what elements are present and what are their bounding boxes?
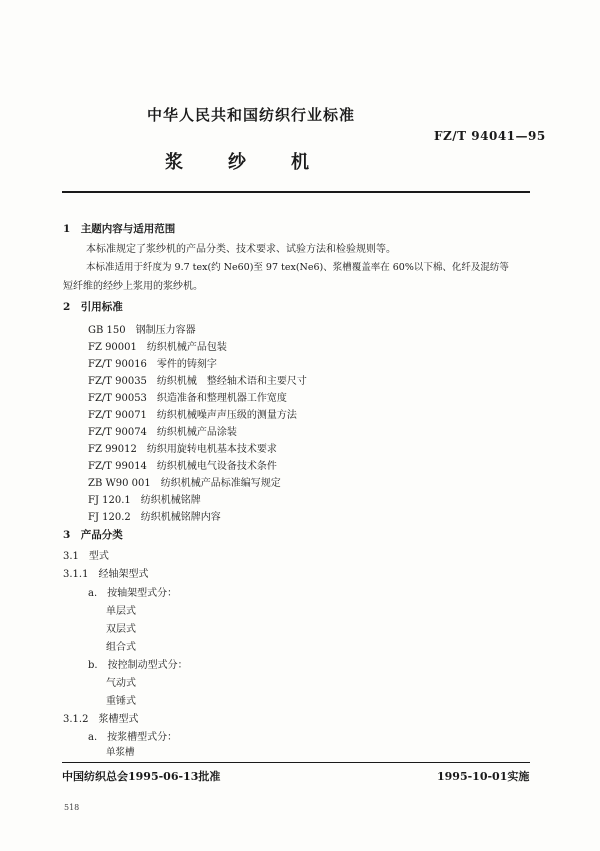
reference-item: [88, 338, 227, 353]
reference-title: 纺织机械铭牌: [140, 495, 201, 506]
reference-item: [88, 474, 281, 489]
implementation-date: 1995-10-01实施: [437, 770, 530, 783]
reference-code: FZ/T 90074: [88, 427, 147, 438]
section-3-heading: 3 产品分类: [63, 529, 123, 541]
reference-title: 钢制压力容器: [135, 325, 196, 336]
reference-code: FZ 90001: [88, 342, 137, 353]
subsection-3-1-2: 3.1.2 浆槽型式: [63, 714, 139, 725]
item-b-heading: b. 按控制动型式分：: [88, 660, 188, 671]
reference-code: ZB W90 001: [88, 478, 151, 489]
reference-item: [88, 508, 221, 523]
reference-title: 织造准备和整理机器工作宽度: [156, 393, 287, 404]
reference-title: 纺织机械电气设备技术条件: [156, 461, 277, 472]
bottom-rule: [62, 762, 530, 763]
section-2-heading: 2 引用标准: [63, 301, 123, 313]
reference-item: [88, 406, 297, 421]
list-item: 组合式: [106, 642, 136, 653]
reference-code: FZ/T 90035: [88, 376, 147, 387]
reference-title: 纺织机械噪声声压级的测量方法: [156, 410, 297, 421]
reference-item: [88, 372, 307, 387]
reference-code: FZ/T 90016: [88, 359, 147, 370]
reference-item: [88, 389, 287, 404]
reference-title: 纺织机械铭牌内容: [140, 512, 221, 523]
reference-code: GB 150: [88, 325, 126, 336]
reference-item: [88, 321, 196, 336]
list-item: 单层式: [106, 606, 136, 617]
reference-title: 纺织机械产品包装: [146, 342, 227, 353]
standard-code: FZ/T 94041—95: [434, 129, 546, 143]
title-char: 浆: [165, 152, 183, 173]
reference-title: 纺织机械产品标准编写规定: [160, 478, 281, 489]
document-title: [165, 148, 354, 174]
title-char: 机: [291, 152, 309, 173]
subsection-3-1: 3.1 型式: [63, 551, 109, 562]
reference-code: FZ/T 99014: [88, 461, 147, 472]
section-1-para-1: 本标准规定了浆纱机的产品分类、技术要求、试验方法和检验规则等。: [86, 244, 396, 255]
section-1-para-2-line-2: 短纤维的经纱上浆用的浆纱机。: [63, 281, 203, 292]
reference-item: [88, 491, 201, 506]
approval-info: 中国纺织总会1995-06-13批准: [62, 770, 221, 783]
reference-item: [88, 440, 277, 455]
title-char: 纱: [228, 152, 246, 173]
reference-code: FJ 120.1: [88, 495, 131, 506]
list-item: 双层式: [106, 624, 136, 635]
issuing-authority: 中华人民共和国纺织行业标准: [147, 106, 356, 124]
reference-code: FZ/T 90053: [88, 393, 147, 404]
reference-title: 纺织机械产品涂装: [156, 427, 237, 438]
reference-item: [88, 355, 217, 370]
section-1-para-2-line-1: 本标准适用于纤度为 9.7 tex(约 Ne60)至 97 tex(Ne6)、浆槽覆盖率在 60%以下棉、化纤及混纺等: [86, 262, 509, 273]
reference-item: [88, 457, 277, 472]
reference-code: FZ/T 90071: [88, 410, 147, 421]
subsection-3-1-1: 3.1.1 经轴架型式: [63, 569, 149, 580]
reference-item: [88, 423, 237, 438]
reference-code: FZ 99012: [88, 444, 137, 455]
reference-title: 纺织机械 整经轴术语和主要尺寸: [156, 376, 307, 387]
item-a-heading: a. 按浆槽型式分：: [88, 732, 178, 743]
reference-title: 纺织用旋转电机基本技术要求: [146, 444, 277, 455]
list-item: 气动式: [106, 678, 136, 689]
reference-code: FJ 120.2: [88, 512, 131, 523]
top-rule: [62, 191, 530, 193]
section-1-heading: 1 主题内容与适用范围: [63, 223, 176, 235]
list-item: 单浆槽: [106, 747, 135, 758]
page-number: 518: [64, 803, 80, 812]
item-a-heading: a. 按轴架型式分：: [88, 588, 178, 599]
list-item: 重锤式: [106, 696, 136, 707]
reference-title: 零件的铸刻字: [156, 359, 217, 370]
